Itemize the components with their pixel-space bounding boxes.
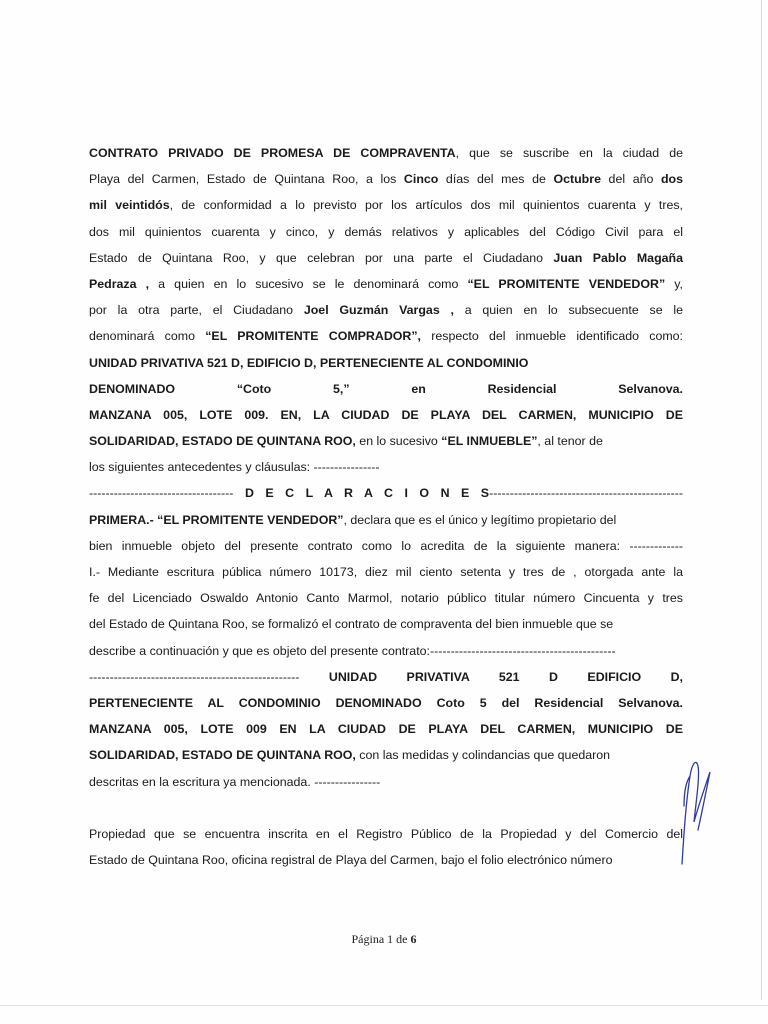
- page-total: 6: [410, 932, 417, 946]
- bold-text: SOLIDARIDAD, ESTADO DE QUINTANA ROO,: [89, 748, 356, 763]
- text-run: I.- Mediante escritura pública número 10173, diez mil ciento setenta y tres de , otorgada ante la: [89, 565, 683, 579]
- bold-text: “EL INMUEBLE”: [441, 434, 538, 449]
- page-footer: [0, 932, 768, 947]
- bold-text: DENOMINADO “Coto 5,” en Residencial Selvanova.: [89, 381, 683, 396]
- page-number-label: Página 1 de: [351, 932, 411, 946]
- bold-text: PRIMERA.- “EL PROMITENTE VENDEDOR”: [89, 512, 344, 527]
- bold-text: MANZANA 005, LOTE 009 EN LA CIUDAD DE PLAYA DEL CARMEN, MUNICIPIO DE: [89, 722, 683, 737]
- bold-text: Juan Pablo Magaña: [553, 250, 683, 265]
- text-run: Propiedad que se encuentra inscrita en el Registro Público de la Propiedad y del Comercio del: [89, 826, 683, 841]
- text-line: [89, 559, 683, 585]
- bold-text: PERTENECIENTE AL CONDOMINIO DENOMINADO Coto 5 del Residencial Selvanova.: [89, 695, 683, 710]
- text-line: [89, 271, 683, 297]
- page-edge-right: [761, 0, 762, 1000]
- text-run: con las medidas y colindancias que quedaron: [355, 748, 611, 763]
- bold-text: “EL PROMITENTE COMPRADOR”,: [205, 329, 421, 344]
- text-run: bien inmueble objeto del presente contrato como lo acredita de la siguiente manera: -------------: [89, 538, 683, 553]
- contract-body: [89, 140, 683, 873]
- handwritten-signature: [676, 752, 716, 870]
- text-run: respecto del inmueble identificado como:: [421, 329, 683, 344]
- text-line: [89, 376, 683, 402]
- bold-text: Octubre: [553, 172, 601, 187]
- text-run: descritas en la escritura ya mencionada. ----------------: [89, 774, 381, 789]
- text-run: los siguientes antecedentes y cláusulas: ----------------: [89, 460, 380, 475]
- text-run: ---------------------------------------------------: [89, 669, 329, 684]
- text-line: [89, 716, 683, 742]
- text-run: y,: [665, 276, 683, 291]
- text-run: días del mes de: [438, 172, 554, 187]
- text-line: [89, 507, 683, 533]
- text-run: , declara que es el único y legítimo propietario del: [343, 512, 617, 527]
- text-run: , que se suscribe en la ciudad de: [455, 146, 683, 160]
- bold-text: mil veintidós: [89, 198, 170, 213]
- text-line: [89, 585, 683, 611]
- bold-text: Joel Guzmán Vargas ,: [303, 303, 454, 318]
- bold-text: D E C L A R A C I O N E S: [244, 486, 490, 501]
- bold-text: SOLIDARIDAD, ESTADO DE QUINTANA ROO,: [89, 434, 356, 449]
- bold-text: “EL PROMITENTE VENDEDOR”: [467, 276, 666, 291]
- text-run: denominará como: [89, 329, 206, 344]
- text-run: , al tenor de: [537, 434, 603, 449]
- text-run: del año: [600, 172, 661, 187]
- text-line: [89, 402, 683, 428]
- text-line: [89, 821, 683, 847]
- text-line: [89, 769, 683, 795]
- page-edge-bottom: [0, 1005, 768, 1006]
- text-run: describe a continuación y que es objeto del presente contrato:---------------------------------------------: [89, 643, 616, 658]
- text-line: [89, 323, 683, 349]
- bold-text: UNIDAD PRIVATIVA 521 D, EDIFICIO D, PERTENECIENTE AL CONDOMINIO: [89, 355, 529, 370]
- text-run: a quien en lo sucesivo se le denominará como: [149, 276, 468, 291]
- text-line: [89, 690, 683, 716]
- text-run: -----------------------------------------------: [489, 486, 684, 501]
- text-run: Playa del Carmen, Estado de Quintana Roo, a los: [89, 172, 404, 187]
- text-line: [89, 166, 683, 192]
- text-line: [89, 297, 683, 323]
- text-line: [89, 847, 683, 873]
- text-run: fe del Licenciado Oswaldo Antonio Canto Marmol, notario público titular número Cincuenta y tres: [89, 591, 683, 606]
- text-line: [89, 533, 683, 559]
- text-line: [89, 611, 683, 637]
- text-line: [89, 742, 683, 768]
- text-line: [89, 140, 683, 166]
- bold-text: CONTRATO PRIVADO DE PROMESA DE COMPRAVENTA: [89, 146, 456, 160]
- bold-text: Cinco: [403, 172, 439, 187]
- text-line: [89, 480, 683, 506]
- text-line: [89, 428, 683, 454]
- text-line: [89, 350, 683, 376]
- text-run: Estado de Quintana Roo, oficina registral de Playa del Carmen, bajo el folio electrónico número: [89, 852, 613, 867]
- text-run: del Estado de Quintana Roo, se formalizó el contrato de compraventa del bien inmueble que se: [89, 617, 614, 632]
- bold-text: UNIDAD PRIVATIVA 521 D EDIFICIO D,: [328, 669, 683, 684]
- text-line: [89, 454, 683, 480]
- bold-text: MANZANA 005, LOTE 009. EN, LA CIUDAD DE PLAYA DEL CARMEN, MUNICIPIO DE: [89, 407, 683, 422]
- text-run: dos mil quinientos cuarenta y cinco, y demás relativos y aplicables del Código Civil para el: [89, 224, 683, 239]
- text-run: Estado de Quintana Roo, y que celebran por una parte el Ciudadano: [89, 250, 554, 265]
- text-run: , de conformidad a lo previsto por los artículos dos mil quinientos cuarenta y tres,: [169, 198, 683, 213]
- text-run: en lo sucesivo: [355, 434, 442, 449]
- bold-text: Pedraza ,: [89, 276, 150, 291]
- text-line: [89, 245, 683, 271]
- text-line: [89, 664, 683, 690]
- bold-text: dos: [660, 172, 683, 187]
- text-line: [89, 219, 683, 245]
- text-line: [89, 192, 683, 218]
- text-line: [89, 638, 683, 664]
- text-run: -----------------------------------: [89, 486, 245, 501]
- text-run: a quien en lo subsecuente se le: [453, 303, 684, 318]
- text-run: por la otra parte, el Ciudadano: [89, 303, 304, 318]
- paragraph-gap: [89, 795, 683, 821]
